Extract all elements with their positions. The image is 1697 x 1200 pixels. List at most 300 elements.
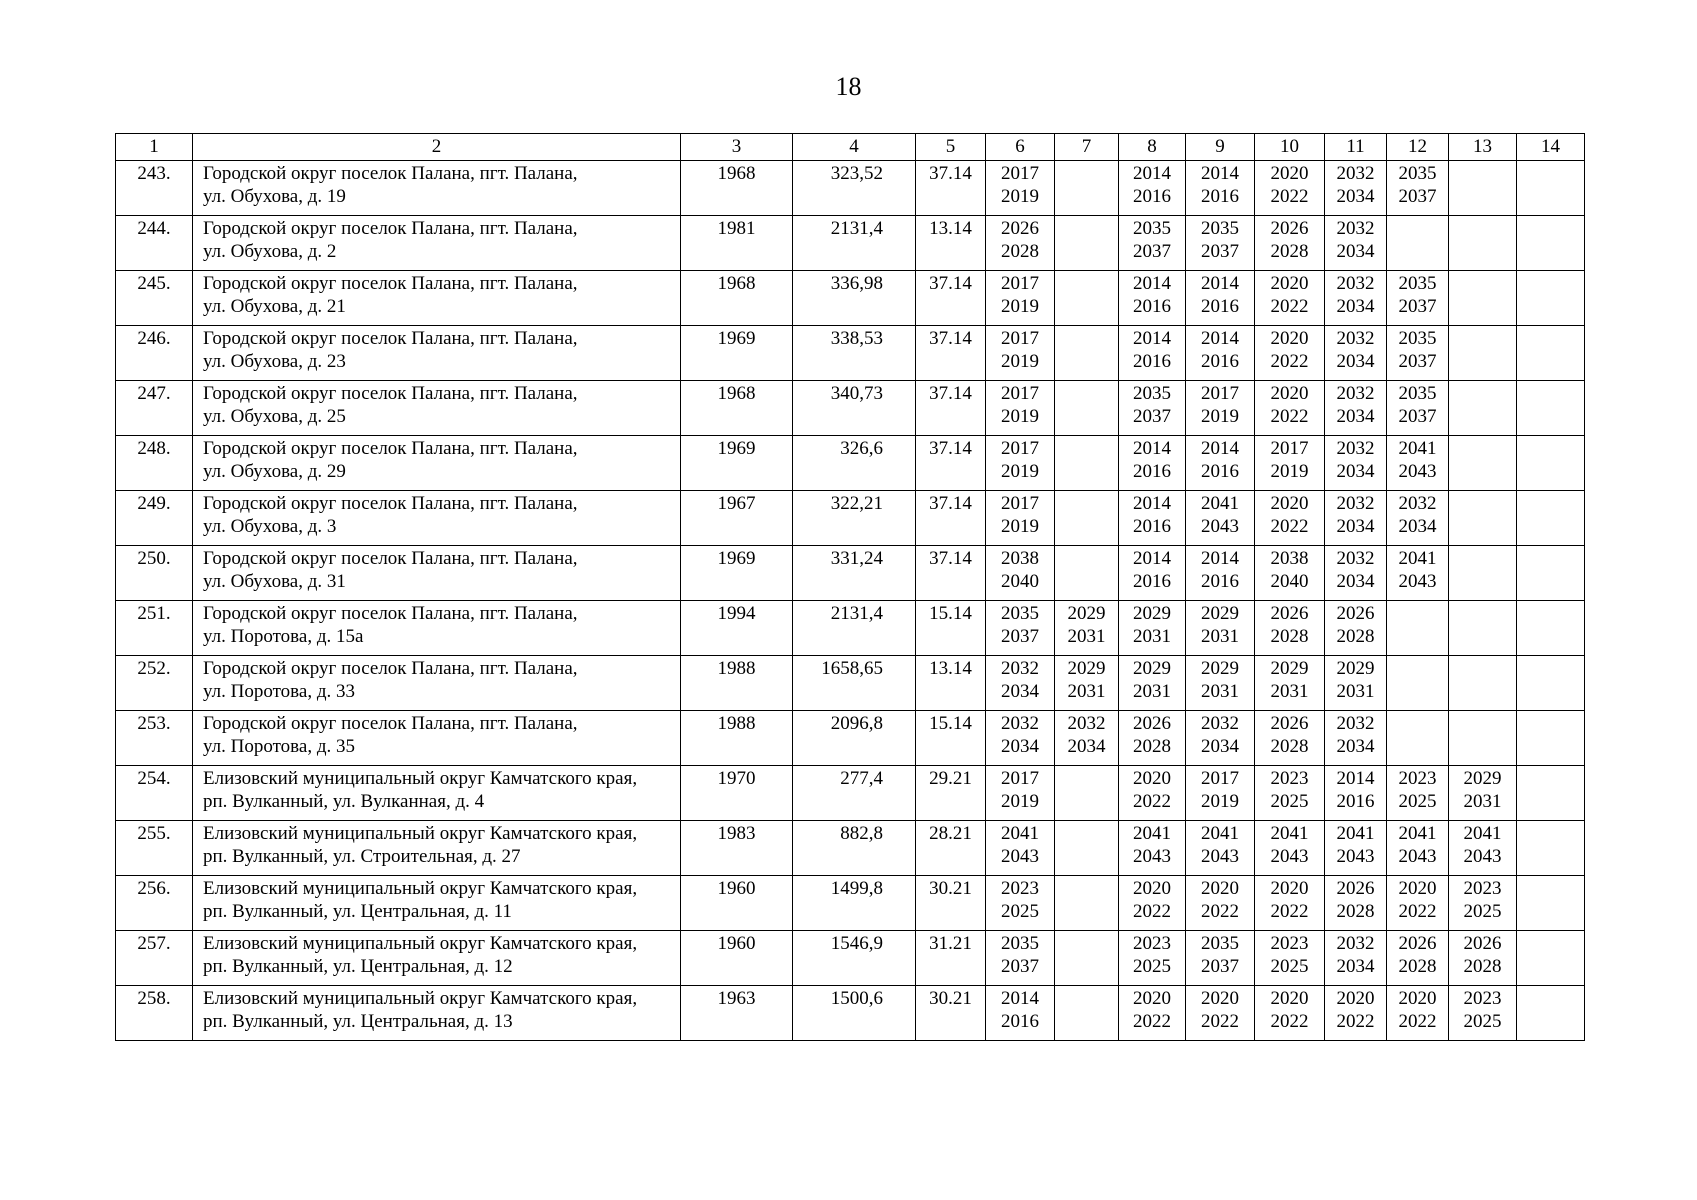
year-range-line: 2043 <box>1201 846 1239 867</box>
cell-c6 <box>986 216 1055 271</box>
cell-c6 <box>986 271 1055 326</box>
cell-code: 28.21 <box>916 821 986 876</box>
year-range-line: 2034 <box>1001 736 1039 757</box>
cell-number: 245. <box>116 271 193 326</box>
year-range-line: 2032 <box>1001 658 1039 679</box>
year-range-line: 2016 <box>1336 791 1375 812</box>
cell-address <box>193 216 681 271</box>
address-line: Елизовский муниципальный округ Камчатского края, <box>203 878 638 899</box>
year-range-line: 2025 <box>1270 791 1309 812</box>
address-line: Городской округ поселок Палана, пгт. Палана, <box>203 383 578 404</box>
year-range-line: 2032 <box>1336 438 1375 459</box>
year-range-line: 2043 <box>1133 846 1171 867</box>
cell-c14 <box>1517 216 1585 271</box>
cell-c14 <box>1517 986 1585 1041</box>
address-line: рп. Вулканный, ул. Вулканная, д. 4 <box>203 791 485 812</box>
cell-area: 1658,65 <box>793 656 916 711</box>
cell-c7 <box>1055 876 1119 931</box>
cell-c6 <box>986 656 1055 711</box>
year-range-line: 2032 <box>1001 713 1039 734</box>
cell-year: 1960 <box>681 876 793 931</box>
year-range-line: 2041 <box>1398 438 1437 459</box>
cell-year: 1969 <box>681 546 793 601</box>
year-range-line: 2022 <box>1270 351 1309 372</box>
year-range-line: 2031 <box>1133 681 1171 702</box>
year-range-line: 2022 <box>1398 901 1437 922</box>
cell-c8 <box>1119 931 1186 986</box>
cell-c7 <box>1055 986 1119 1041</box>
cell-year: 1994 <box>681 601 793 656</box>
table-row <box>116 546 1585 601</box>
year-range-line: 2023 <box>1270 768 1309 789</box>
cell-c6 <box>986 326 1055 381</box>
cell-c12 <box>1387 711 1449 766</box>
year-range-line: 2019 <box>1270 461 1309 482</box>
year-range-line: 2019 <box>1001 186 1039 207</box>
cell-c12 <box>1387 876 1449 931</box>
cell-c9 <box>1186 161 1255 216</box>
cell-code: 13.14 <box>916 656 986 711</box>
cell-c13 <box>1449 326 1517 381</box>
year-range-line: 2014 <box>1133 273 1171 294</box>
cell-code: 30.21 <box>916 986 986 1041</box>
year-range-line: 2034 <box>1336 571 1375 592</box>
cell-year: 1981 <box>681 216 793 271</box>
cell-c14 <box>1517 381 1585 436</box>
cell-c9 <box>1186 656 1255 711</box>
cell-c13 <box>1449 216 1517 271</box>
cell-year: 1970 <box>681 766 793 821</box>
cell-c9 <box>1186 546 1255 601</box>
year-range-line: 2016 <box>1001 1011 1039 1032</box>
year-range-line: 2014 <box>1133 328 1171 349</box>
year-range-line: 2032 <box>1336 493 1375 514</box>
year-range-line: 2029 <box>1336 658 1375 679</box>
year-range-line: 2016 <box>1201 571 1239 592</box>
year-range-line: 2028 <box>1133 736 1171 757</box>
year-range-line: 2017 <box>1001 438 1039 459</box>
year-range-line: 2034 <box>1001 681 1039 702</box>
cell-c9 <box>1186 436 1255 491</box>
cell-number: 244. <box>116 216 193 271</box>
cell-area: 277,4 <box>793 766 916 821</box>
year-range-line: 2034 <box>1336 461 1375 482</box>
cell-address <box>193 711 681 766</box>
year-range-line: 2026 <box>1001 218 1039 239</box>
year-range-line: 2022 <box>1270 186 1309 207</box>
year-range-line: 2014 <box>1133 493 1171 514</box>
year-range-line: 2041 <box>1398 823 1437 844</box>
cell-c8 <box>1119 271 1186 326</box>
cell-c10 <box>1255 326 1325 381</box>
cell-c11 <box>1325 381 1387 436</box>
cell-c9 <box>1186 381 1255 436</box>
year-range-line: 2019 <box>1001 461 1039 482</box>
year-range-line: 2035 <box>1133 218 1171 239</box>
year-range-line: 2037 <box>1398 186 1437 207</box>
cell-c12 <box>1387 821 1449 876</box>
column-header: 1 <box>116 134 193 161</box>
column-header: 8 <box>1119 134 1186 161</box>
year-range-line: 2014 <box>1201 328 1239 349</box>
cell-address <box>193 491 681 546</box>
table-header <box>116 134 1585 161</box>
year-range-line: 2016 <box>1133 296 1171 317</box>
year-range-line: 2023 <box>1133 933 1171 954</box>
cell-c7 <box>1055 601 1119 656</box>
year-range-line: 2023 <box>1398 768 1437 789</box>
year-range-line: 2020 <box>1133 878 1171 899</box>
address-line: Городской округ поселок Палана, пгт. Палана, <box>203 658 578 679</box>
address-line: ул. Обухова, д. 31 <box>203 571 346 592</box>
year-range-line: 2025 <box>1001 901 1039 922</box>
cell-c11 <box>1325 326 1387 381</box>
cell-c14 <box>1517 271 1585 326</box>
address-line: ул. Поротова, д. 33 <box>203 681 355 702</box>
year-range-line: 2041 <box>1001 823 1039 844</box>
address-line: Городской округ поселок Палана, пгт. Палана, <box>203 438 578 459</box>
year-range-line: 2034 <box>1336 296 1375 317</box>
cell-c11 <box>1325 161 1387 216</box>
cell-c9 <box>1186 271 1255 326</box>
cell-c10 <box>1255 876 1325 931</box>
cell-number: 257. <box>116 931 193 986</box>
cell-c13 <box>1449 271 1517 326</box>
year-range-line: 2022 <box>1133 791 1171 812</box>
address-line: Елизовский муниципальный округ Камчатского края, <box>203 988 638 1009</box>
cell-number: 258. <box>116 986 193 1041</box>
cell-c13 <box>1449 986 1517 1041</box>
year-range-line: 2043 <box>1201 516 1239 537</box>
cell-c7 <box>1055 491 1119 546</box>
year-range-line: 2034 <box>1336 186 1375 207</box>
cell-code: 30.21 <box>916 876 986 931</box>
year-range-line: 2020 <box>1270 328 1309 349</box>
address-line: рп. Вулканный, ул. Центральная, д. 12 <box>203 956 513 977</box>
year-range-line: 2031 <box>1067 626 1106 647</box>
cell-year: 1968 <box>681 381 793 436</box>
cell-c10 <box>1255 711 1325 766</box>
year-range-line: 2035 <box>1398 328 1437 349</box>
cell-address <box>193 161 681 216</box>
year-range-line: 2032 <box>1398 493 1437 514</box>
year-range-line: 2014 <box>1201 438 1239 459</box>
cell-c7 <box>1055 711 1119 766</box>
year-range-line: 2022 <box>1270 1011 1309 1032</box>
year-range-line: 2037 <box>1398 296 1437 317</box>
year-range-line: 2032 <box>1336 273 1375 294</box>
column-header: 2 <box>193 134 681 161</box>
cell-c13 <box>1449 931 1517 986</box>
cell-address <box>193 986 681 1041</box>
cell-c11 <box>1325 436 1387 491</box>
year-range-line: 2029 <box>1201 603 1239 624</box>
address-line: ул. Обухова, д. 23 <box>203 351 346 372</box>
cell-c8 <box>1119 436 1186 491</box>
year-range-line: 2041 <box>1133 823 1171 844</box>
year-range-line: 2022 <box>1270 516 1309 537</box>
year-range-line: 2020 <box>1201 988 1239 1009</box>
cell-area: 2131,4 <box>793 216 916 271</box>
year-range-line: 2025 <box>1463 1011 1502 1032</box>
cell-c11 <box>1325 931 1387 986</box>
year-range-line: 2043 <box>1398 571 1437 592</box>
cell-number: 250. <box>116 546 193 601</box>
cell-c6 <box>986 436 1055 491</box>
cell-c13 <box>1449 161 1517 216</box>
cell-c14 <box>1517 821 1585 876</box>
address-line: ул. Обухова, д. 19 <box>203 186 346 207</box>
cell-year: 1968 <box>681 161 793 216</box>
cell-area: 326,6 <box>793 436 916 491</box>
year-range-line: 2041 <box>1201 823 1239 844</box>
year-range-line: 2019 <box>1001 516 1039 537</box>
cell-code: 37.14 <box>916 161 986 216</box>
address-line: Городской округ поселок Палана, пгт. Палана, <box>203 328 578 349</box>
cell-c8 <box>1119 381 1186 436</box>
year-range-line: 2032 <box>1336 713 1375 734</box>
cell-number: 256. <box>116 876 193 931</box>
year-range-line: 2017 <box>1001 768 1039 789</box>
year-range-line: 2022 <box>1336 1011 1375 1032</box>
cell-c10 <box>1255 161 1325 216</box>
cell-area: 331,24 <box>793 546 916 601</box>
cell-year: 1963 <box>681 986 793 1041</box>
year-range-line: 2017 <box>1201 383 1239 404</box>
year-range-line: 2035 <box>1201 218 1239 239</box>
cell-c10 <box>1255 271 1325 326</box>
year-range-line: 2034 <box>1336 351 1375 372</box>
cell-c11 <box>1325 491 1387 546</box>
table-row <box>116 711 1585 766</box>
year-range-line: 2019 <box>1201 406 1239 427</box>
year-range-line: 2016 <box>1133 351 1171 372</box>
year-range-line: 2020 <box>1398 878 1437 899</box>
year-range-line: 2016 <box>1201 351 1239 372</box>
year-range-line: 2016 <box>1133 461 1171 482</box>
cell-c11 <box>1325 656 1387 711</box>
cell-c9 <box>1186 766 1255 821</box>
cell-area: 323,52 <box>793 161 916 216</box>
address-line: Елизовский муниципальный округ Камчатского края, <box>203 768 638 789</box>
cell-code: 15.14 <box>916 711 986 766</box>
cell-area: 340,73 <box>793 381 916 436</box>
address-line: Елизовский муниципальный округ Камчатского края, <box>203 823 638 844</box>
cell-c6 <box>986 821 1055 876</box>
year-range-line: 2026 <box>1270 218 1309 239</box>
year-range-line: 2017 <box>1001 273 1039 294</box>
cell-c11 <box>1325 271 1387 326</box>
cell-c12 <box>1387 436 1449 491</box>
year-range-line: 2026 <box>1336 603 1375 624</box>
year-range-line: 2037 <box>1398 406 1437 427</box>
cell-c11 <box>1325 711 1387 766</box>
year-range-line: 2023 <box>1001 878 1039 899</box>
cell-address <box>193 656 681 711</box>
cell-code: 15.14 <box>916 601 986 656</box>
year-range-line: 2023 <box>1463 988 1502 1009</box>
year-range-line: 2031 <box>1133 626 1171 647</box>
cell-area: 336,98 <box>793 271 916 326</box>
year-range-line: 2023 <box>1463 878 1502 899</box>
page-number: 18 <box>835 72 862 101</box>
year-range-line: 2020 <box>1270 988 1309 1009</box>
address-line: Городской округ поселок Палана, пгт. Палана, <box>203 603 578 624</box>
cell-c10 <box>1255 601 1325 656</box>
column-header: 7 <box>1055 134 1119 161</box>
year-range-line: 2035 <box>1133 383 1171 404</box>
cell-c6 <box>986 381 1055 436</box>
year-range-line: 2029 <box>1463 768 1502 789</box>
column-header: 13 <box>1449 134 1517 161</box>
year-range-line: 2041 <box>1463 823 1502 844</box>
cell-c8 <box>1119 326 1186 381</box>
cell-c6 <box>986 161 1055 216</box>
cell-c6 <box>986 491 1055 546</box>
cell-c9 <box>1186 986 1255 1041</box>
table-row <box>116 161 1585 216</box>
year-range-line: 2043 <box>1270 846 1309 867</box>
cell-c6 <box>986 766 1055 821</box>
year-range-line: 2017 <box>1001 383 1039 404</box>
column-header: 4 <box>793 134 916 161</box>
cell-c6 <box>986 711 1055 766</box>
year-range-line: 2026 <box>1463 933 1502 954</box>
cell-c8 <box>1119 546 1186 601</box>
address-line: рп. Вулканный, ул. Строительная, д. 27 <box>203 846 521 867</box>
cell-year: 1960 <box>681 931 793 986</box>
year-range-line: 2032 <box>1067 713 1106 734</box>
table-row <box>116 436 1585 491</box>
year-range-line: 2040 <box>1270 571 1309 592</box>
address-line: рп. Вулканный, ул. Центральная, д. 11 <box>203 901 512 922</box>
year-range-line: 2043 <box>1336 846 1375 867</box>
cell-year: 1988 <box>681 711 793 766</box>
year-range-line: 2035 <box>1001 603 1039 624</box>
year-range-line: 2035 <box>1398 163 1437 184</box>
cell-c13 <box>1449 821 1517 876</box>
cell-c10 <box>1255 381 1325 436</box>
cell-c14 <box>1517 931 1585 986</box>
year-range-line: 2025 <box>1133 956 1171 977</box>
year-range-line: 2028 <box>1270 736 1309 757</box>
cell-area: 2131,4 <box>793 601 916 656</box>
cell-code: 31.21 <box>916 931 986 986</box>
cell-address <box>193 326 681 381</box>
column-header: 5 <box>916 134 986 161</box>
cell-c11 <box>1325 766 1387 821</box>
column-header: 12 <box>1387 134 1449 161</box>
column-header: 6 <box>986 134 1055 161</box>
cell-address <box>193 931 681 986</box>
cell-c11 <box>1325 546 1387 601</box>
address-line: Городской округ поселок Палана, пгт. Палана, <box>203 548 578 569</box>
year-range-line: 2037 <box>1001 956 1039 977</box>
cell-c8 <box>1119 876 1186 931</box>
year-range-line: 2043 <box>1463 846 1502 867</box>
year-range-line: 2026 <box>1133 713 1171 734</box>
year-range-line: 2026 <box>1270 603 1309 624</box>
cell-code: 37.14 <box>916 436 986 491</box>
cell-c14 <box>1517 161 1585 216</box>
cell-number: 246. <box>116 326 193 381</box>
address-line: ул. Обухова, д. 25 <box>203 406 346 427</box>
year-range-line: 2022 <box>1133 901 1171 922</box>
year-range-line: 2020 <box>1270 163 1309 184</box>
year-range-line: 2022 <box>1133 1011 1171 1032</box>
cell-c10 <box>1255 821 1325 876</box>
cell-code: 13.14 <box>916 216 986 271</box>
cell-area: 1500,6 <box>793 986 916 1041</box>
cell-c10 <box>1255 931 1325 986</box>
year-range-line: 2020 <box>1270 273 1309 294</box>
year-range-line: 2014 <box>1133 548 1171 569</box>
cell-code: 37.14 <box>916 326 986 381</box>
cell-c14 <box>1517 656 1585 711</box>
year-range-line: 2041 <box>1270 823 1309 844</box>
table-row <box>116 656 1585 711</box>
address-line: Елизовский муниципальный округ Камчатского края, <box>203 933 638 954</box>
address-line: Городской округ поселок Палана, пгт. Палана, <box>203 713 578 734</box>
year-range-line: 2031 <box>1463 791 1502 812</box>
year-range-line: 2017 <box>1201 768 1239 789</box>
cell-c14 <box>1517 766 1585 821</box>
year-range-line: 2034 <box>1398 516 1437 537</box>
cell-address <box>193 601 681 656</box>
year-range-line: 2034 <box>1067 736 1106 757</box>
address-line: ул. Обухова, д. 3 <box>203 516 337 537</box>
cell-c8 <box>1119 656 1186 711</box>
year-range-line: 2040 <box>1001 571 1039 592</box>
cell-area: 1499,8 <box>793 876 916 931</box>
cell-c11 <box>1325 821 1387 876</box>
cell-c14 <box>1517 711 1585 766</box>
year-range-line: 2014 <box>1001 988 1039 1009</box>
cell-c8 <box>1119 766 1186 821</box>
year-range-line: 2020 <box>1270 383 1309 404</box>
year-range-line: 2020 <box>1270 878 1309 899</box>
year-range-line: 2017 <box>1270 438 1309 459</box>
cell-c7 <box>1055 216 1119 271</box>
address-line: ул. Поротова, д. 15а <box>203 626 364 647</box>
year-range-line: 2020 <box>1133 768 1171 789</box>
year-range-line: 2037 <box>1201 241 1239 262</box>
year-range-line: 2028 <box>1463 956 1502 977</box>
cell-c7 <box>1055 931 1119 986</box>
year-range-line: 2032 <box>1336 548 1375 569</box>
year-range-line: 2014 <box>1201 548 1239 569</box>
cell-c12 <box>1387 601 1449 656</box>
cell-c10 <box>1255 986 1325 1041</box>
table-body <box>116 161 1585 1041</box>
cell-number: 243. <box>116 161 193 216</box>
table-row <box>116 381 1585 436</box>
table-row <box>116 821 1585 876</box>
address-line: рп. Вулканный, ул. Центральная, д. 13 <box>203 1011 513 1032</box>
table-row <box>116 876 1585 931</box>
cell-c9 <box>1186 711 1255 766</box>
year-range-line: 2029 <box>1133 603 1171 624</box>
year-range-line: 2022 <box>1270 296 1309 317</box>
cell-c14 <box>1517 436 1585 491</box>
year-range-line: 2041 <box>1398 548 1437 569</box>
year-range-line: 2014 <box>1336 768 1375 789</box>
year-range-line: 2026 <box>1270 713 1309 734</box>
year-range-line: 2028 <box>1336 626 1375 647</box>
cell-c8 <box>1119 491 1186 546</box>
year-range-line: 2025 <box>1398 791 1437 812</box>
cell-c10 <box>1255 656 1325 711</box>
